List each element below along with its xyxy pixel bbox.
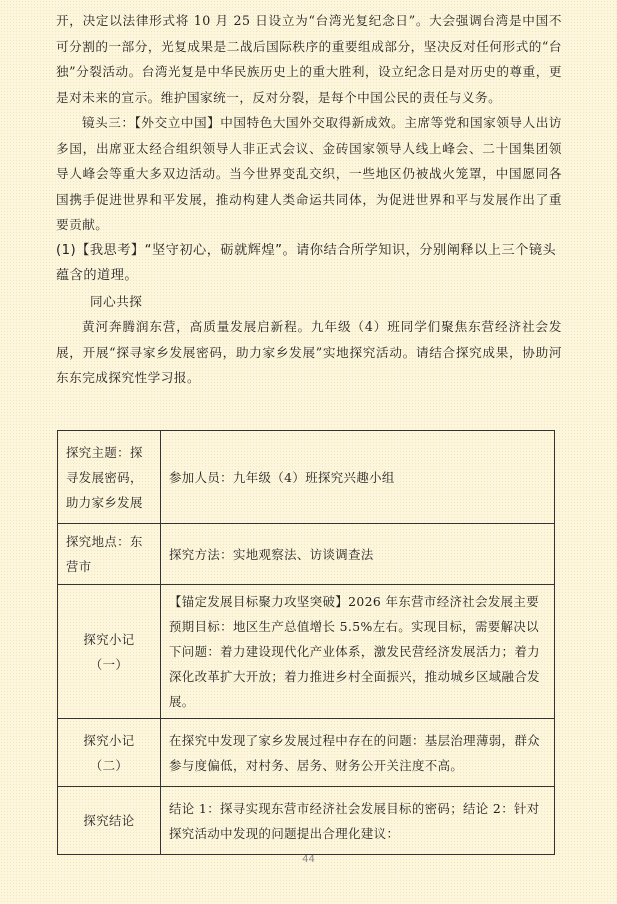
note-one-title: 探究小记 xyxy=(83,631,135,647)
table-cell-theme: 探究主题：探寻发展密码，助力家乡发展 xyxy=(58,431,161,524)
note-one-number: （一） xyxy=(89,656,129,672)
table-cell-conclusion-label: 探究结论 xyxy=(58,787,161,855)
table-cell-note-one-label xyxy=(58,585,161,719)
paragraph-taiwan-recovery: 开，决定以法律形式将 10 月 25 日设立为“台湾光复纪念日”。大会强调台湾是中国不可分割的一部分，光复成果是二战后国际秩序的重要组成部分，坚决反对任何形式的“台独”分裂活动。台湾光复是中华民族历史上的重大胜利，设立纪念日是对历史的尊重，更是对未来的宣示。维护国家统一，反对分裂，是每个中国公民的责任与义务。 xyxy=(56,13,562,105)
table-row xyxy=(58,719,555,787)
table-cell-note-one-content: 【锚定发展目标聚力攻坚突破】2026 年东营市经济社会发展主要预期目标：地区生产总值增长 5.5%左右。实现目标，需要解决以下问题：着力建设现代化产业体系，激发民营经济发展活力；着力深化改革扩大开放；着力推进乡村全面振兴，推动城乡区域融合发展。 xyxy=(161,585,555,719)
table-cell-location: 探究地点：东营市 xyxy=(58,524,161,585)
inquiry-report-table xyxy=(57,430,555,855)
table-cell-methods: 探究方法：实地观察法、访谈调查法 xyxy=(161,524,555,585)
table-row xyxy=(58,585,555,719)
table-cell-participants: 参加人员：九年级（4）班探究兴趣小组 xyxy=(161,431,555,524)
question-1: (1)【我思考】“坚守初心，砺就辉煌”。请你结合所学知识，分别阐释以上三个镜头蕴含的道理。 xyxy=(56,242,557,283)
paragraph-inquiry-intro: 黄河奔腾润东营，高质量发展启新程。九年级（4）班同学们聚焦东营经济社会发展，开展“探寻家乡发展密码，助力家乡发展”实地探究活动。请结合探究成果，协助河东东完成探究性学习报。 xyxy=(56,319,562,385)
body-text xyxy=(56,8,562,391)
note-two-number: （二） xyxy=(89,757,129,773)
page-number: 44 xyxy=(302,854,315,865)
paragraph-scene-three: 镜头三：【外交立中国】中国特色大国外交取得新成效。主席等党和国家领导人出访多国，出席亚太经合组织领导人非正式会议、金砖国家领导人线上峰会、二十国集团领导人峰会等重大多双边活动。当今世界变乱交织，一些地区仍被战火笼罩，中国愿同各国携手促进世界和平发展，推动构建人类命运共同体，为促进世界和平与发展作出了重要贡献。 xyxy=(56,115,562,232)
section-heading-tongxin-gongtan: 同心共探 xyxy=(90,293,143,309)
note-two-title: 探究小记 xyxy=(83,732,135,748)
table-cell-conclusion-content: 结论 1：探寻实现东营市经济社会发展目标的密码；结论 2：针对探究活动中发现的问题提出合理化建议： xyxy=(161,787,555,855)
table-row xyxy=(58,524,555,585)
table-row xyxy=(58,431,555,524)
table-cell-note-two-content: 在探究中发现了家乡发展过程中存在的问题：基层治理薄弱，群众参与度偏低，对村务、居务、财务公开关注度不高。 xyxy=(161,719,555,787)
table-row xyxy=(58,787,555,855)
table-cell-note-two-label xyxy=(58,719,161,787)
